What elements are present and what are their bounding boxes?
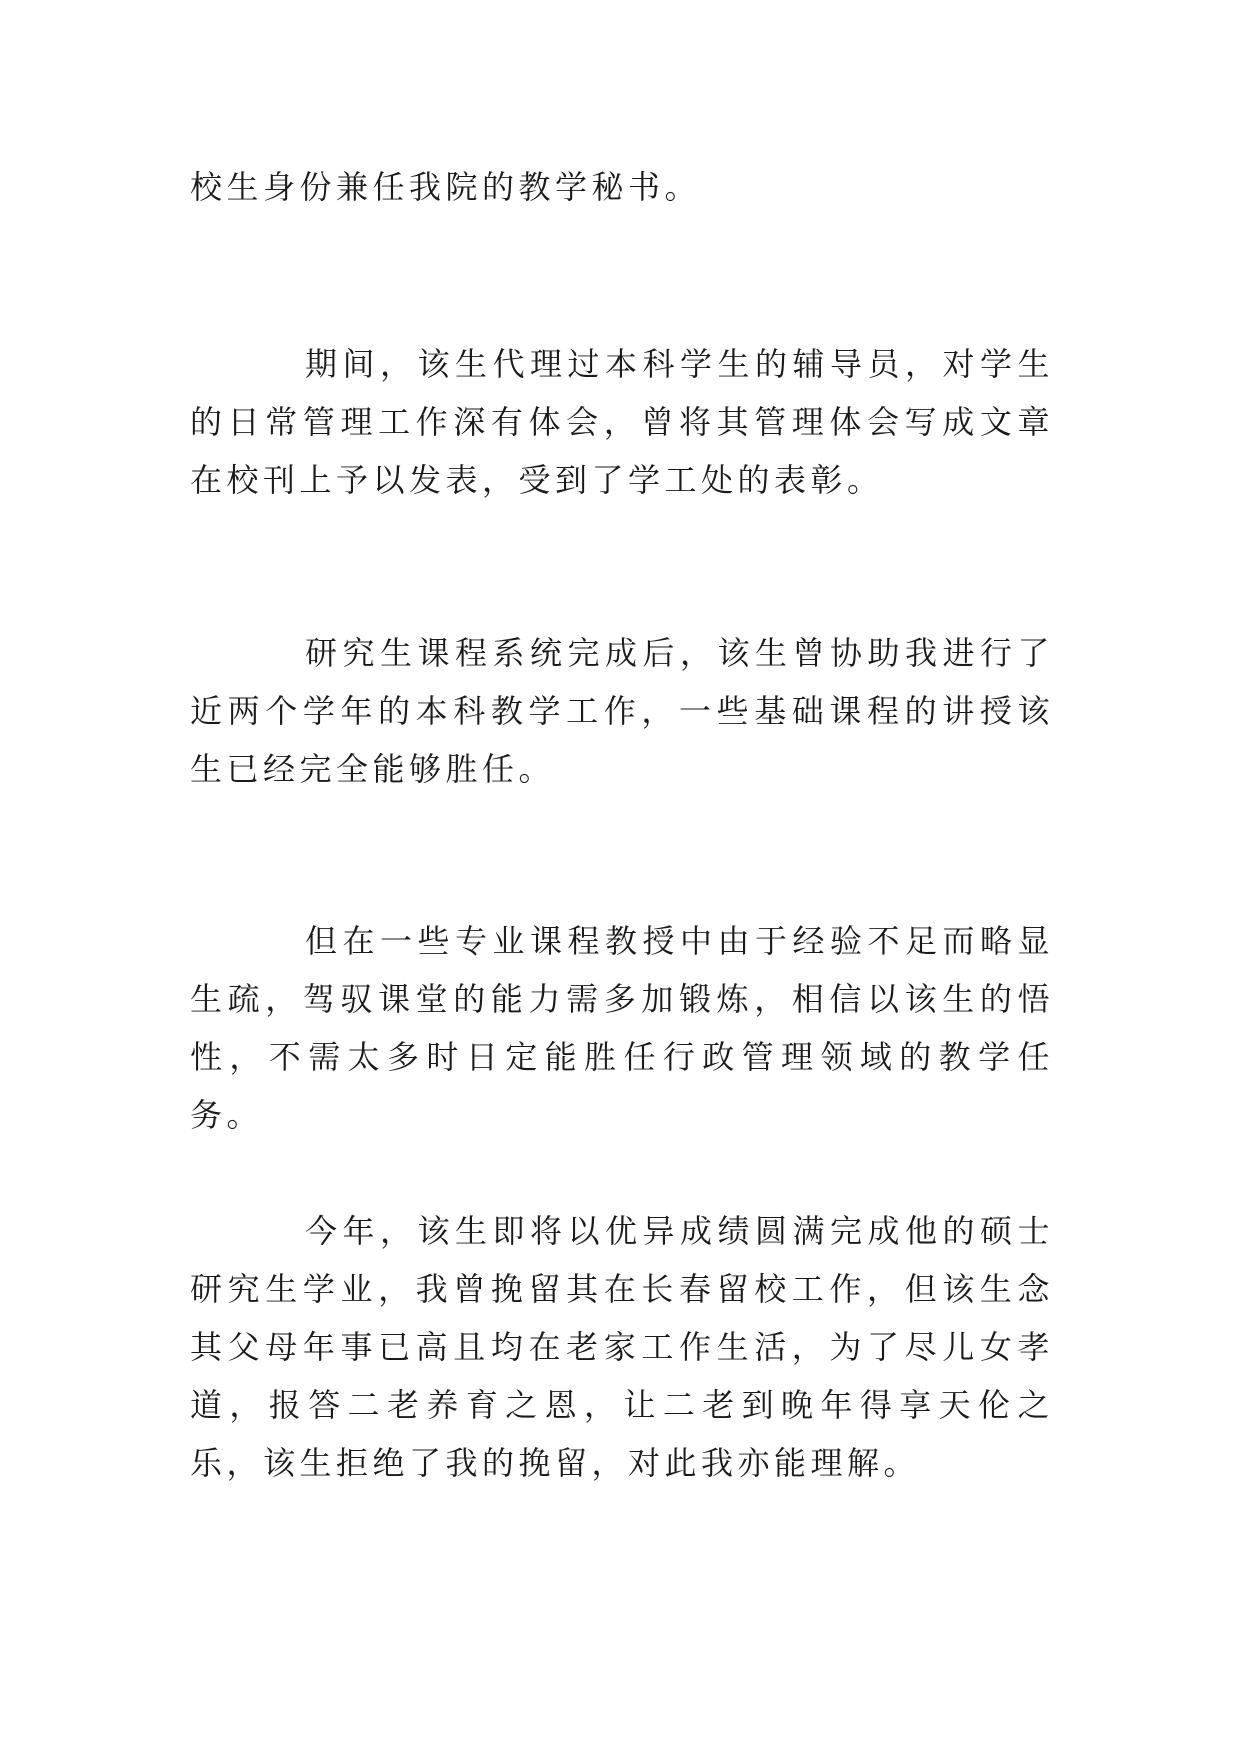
paragraph-graduation: 今年，该生即将以优异成绩圆满完成他的硕士研究生学业，我曾挽留其在长春留校工作，但该生念其父母年事已高且均在老家工作生活，为了尽儿女孝道，报答二老养育之恩，让二老到晚年得享天伦之乐，该生拒绝了我的挽留，对此我亦能理解。 [190, 1212, 1054, 1482]
paragraph-counselor: 期间，该生代理过本科学生的辅导员，对学生的日常管理工作深有体会，曾将其管理体会写成文章在校刊上予以发表，受到了学工处的表彰。 [190, 345, 1054, 499]
paragraph-continuation: 校生身份兼任我院的教学秘书。 [190, 168, 702, 206]
paragraph-teaching: 研究生课程系统完成后，该生曾协助我进行了近两个学年的本科教学工作，一些基础课程的讲授该生已经完全能够胜任。 [190, 634, 1054, 788]
paragraph-improvement: 但在一些专业课程教授中由于经验不足而略显生疏，驾驭课堂的能力需多加锻炼，相信以该生的悟性，不需太多时日定能胜任行政管理领域的教学任务。 [190, 922, 1054, 1134]
